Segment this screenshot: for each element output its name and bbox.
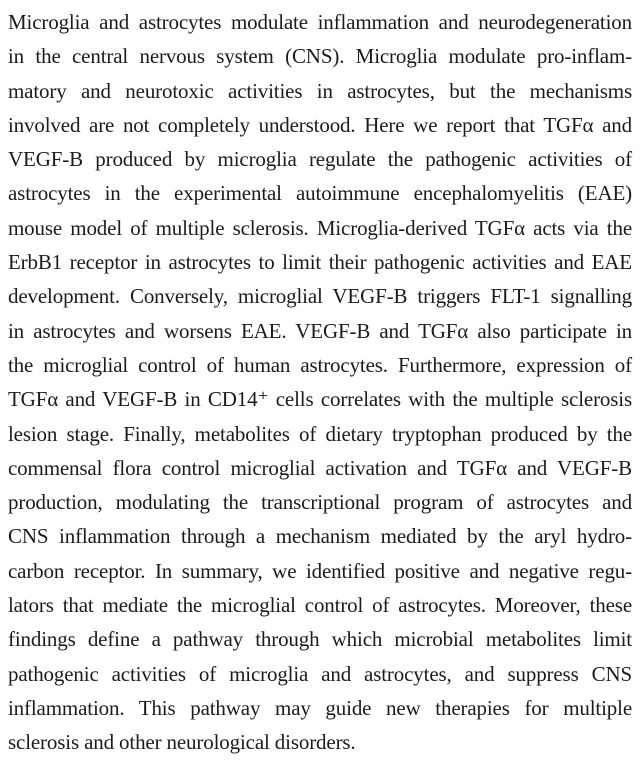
abstract-line: mouse model of multiple sclerosis. Microglia-derived TGFα acts via the	[8, 215, 632, 240]
abstract-line: lators that mediate the microglial control of astrocytes. Moreover, these	[8, 593, 632, 618]
abstract-line: VEGF-B produced by microglia regulate the pathogenic activities of	[8, 147, 632, 172]
abstract-line: TGFα and VEGF-B in CD14⁺ cells correlates with the multiple sclerosis	[8, 387, 632, 412]
abstract-line: inflammation. This pathway may guide new therapies for multiple	[8, 695, 632, 720]
abstract-line: findings define a pathway through which microbial metabolites limit	[8, 627, 632, 652]
abstract-line: matory and neurotoxic activities in astrocytes, but the mechanisms	[8, 78, 632, 103]
abstract-line: production, modulating the transcriptional program of astrocytes and	[8, 490, 632, 515]
abstract-line: in astrocytes and worsens EAE. VEGF-B and TGFα also participate in	[8, 318, 632, 343]
abstract-line: sclerosis and other neurological disorders.	[8, 730, 356, 755]
abstract-line: Microglia and astrocytes modulate inflammation and neurodegeneration	[8, 10, 632, 34]
abstract-line: involved are not completely understood. Here we report that TGFα and	[8, 112, 632, 137]
abstract-line: in the central nervous system (CNS). Microglia modulate pro-inflam-	[8, 44, 632, 69]
abstract-line: CNS inflammation through a mechanism mediated by the aryl hydro-	[8, 524, 632, 549]
abstract-line: astrocytes in the experimental autoimmune encephalomyelitis (EAE)	[8, 181, 632, 206]
abstract-line: carbon receptor. In summary, we identified positive and negative regu-	[8, 558, 632, 583]
abstract-line: lesion stage. Finally, metabolites of dietary tryptophan produced by the	[8, 421, 632, 446]
abstract-line: commensal flora control microglial activation and TGFα and VEGF-B	[8, 455, 632, 480]
abstract-line: ErbB1 receptor in astrocytes to limit their pathogenic activities and EAE	[8, 250, 632, 275]
abstract-line: development. Conversely, microglial VEGF-B triggers FLT-1 signalling	[8, 284, 632, 309]
abstract-line: pathogenic activities of microglia and astrocytes, and suppress CNS	[8, 661, 632, 686]
abstract-line: the microglial control of human astrocytes. Furthermore, expression of	[8, 352, 632, 377]
